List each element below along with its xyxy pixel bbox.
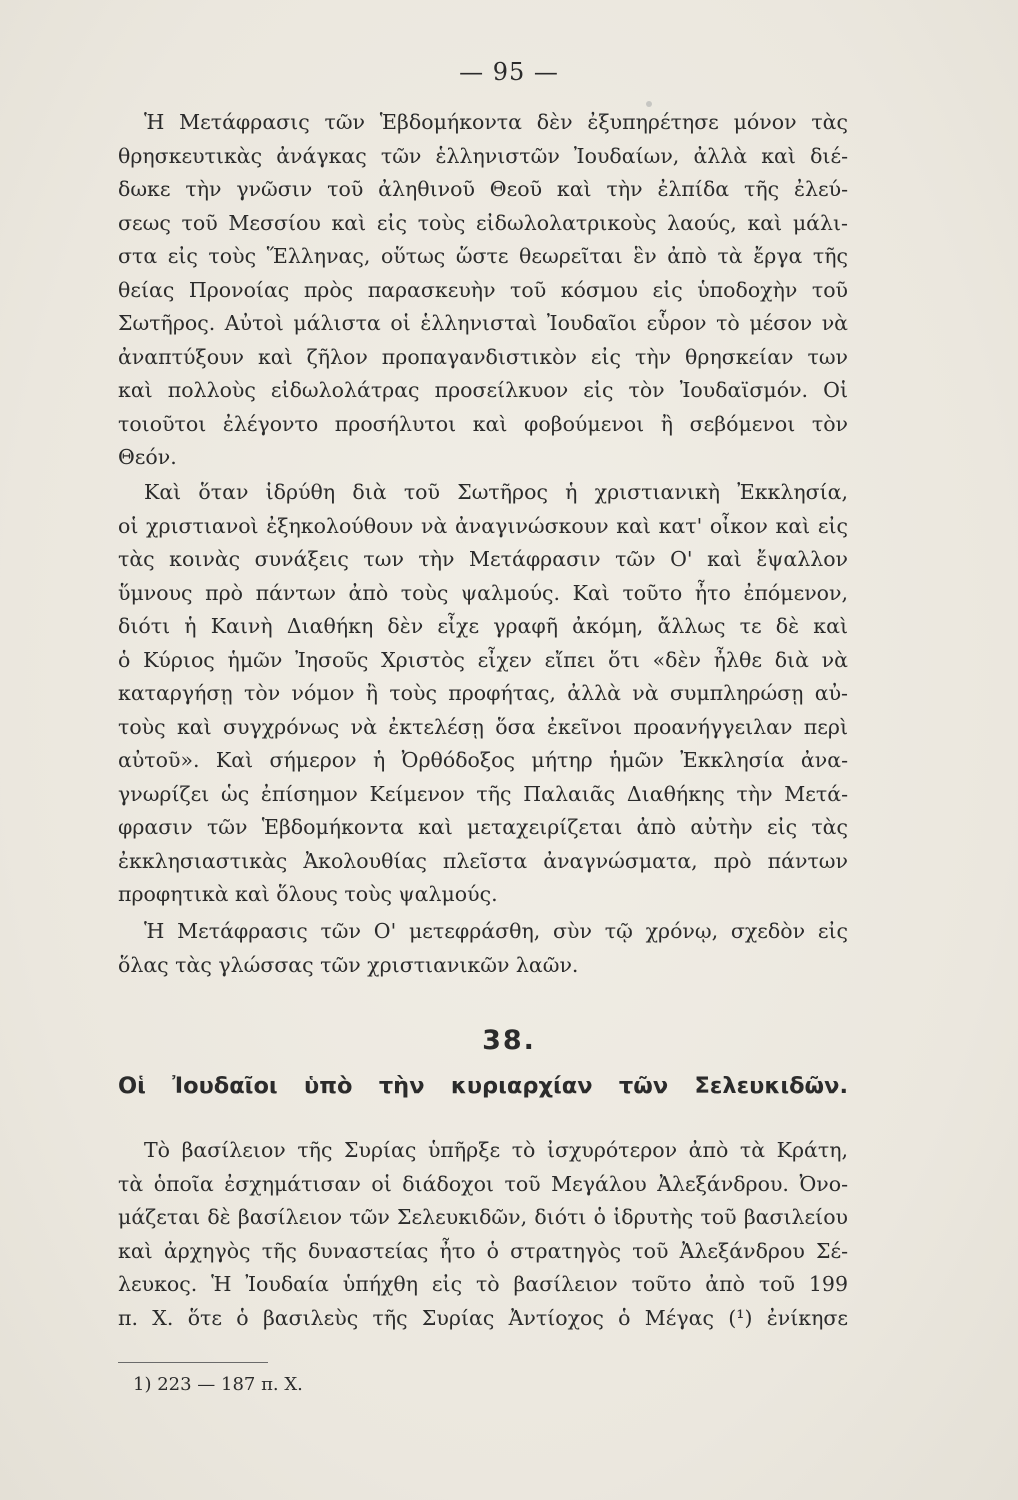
- text-line: τὰς κοινὰς συνάξεις των τὴν Μετάφρασιν τῶν Ο' καὶ ἔψαλλον: [118, 547, 848, 571]
- text-line: ἀναπτύξουν καὶ ζῆλον προπαγανδιστικὸν εἰς τὴν θρησκείαν των: [118, 344, 848, 369]
- section-title: Οἱ Ἰουδαῖοι ὑπὸ τὴν κυριαρχίαν τῶν Σελευκιδῶν.: [118, 1073, 848, 1099]
- text-line: προφητικὰ καὶ ὅλους τοὺς ψαλμούς.: [118, 882, 498, 906]
- text-line: μάζεται δὲ βασίλειον τῶν Σελευκιδῶν, διότι ὁ ἱδρυτὴς τοῦ βασιλείου: [118, 1205, 848, 1229]
- text-line: Σωτῆρος. Αὐτοὶ μάλιστα οἱ ἑλληνισταὶ Ἰουδαῖοι εὗρον τὸ μέσον νὰ: [118, 311, 848, 335]
- text-line: θρησκευτικὰς ἀνάγκας τῶν ἑλληνιστῶν Ἰουδαίων, ἀλλὰ καὶ διέ-: [118, 143, 848, 168]
- text-line: καταργήσῃ τὸν νόμον ἢ τοὺς προφήτας, ἀλλὰ νὰ συμπληρώσῃ αὐ-: [118, 681, 848, 705]
- text-line: τοιοῦτοι ἐλέγοντο προσήλυτοι καὶ φοβούμενοι ἢ σεβόμενοι τὸν: [118, 411, 848, 436]
- page-number: — 95 —: [459, 58, 559, 86]
- text-line: οἱ χριστιανοὶ ἐξηκολούθουν νὰ ἀναγινώσκουν καὶ κατ' οἶκον καὶ εἰς: [118, 513, 848, 538]
- footnote-divider: [118, 1362, 268, 1363]
- text-line: καὶ πολλοὺς εἰδωλολάτρας προσείλκυον εἰς τὸν Ἰουδαϊσμόν. Οἱ: [118, 378, 848, 402]
- paragraph-seleucid-kingdom: [118, 1134, 848, 1335]
- text-line: στα εἰς τοὺς Ἕλληνας, οὕτως ὥστε θεωρεῖται ἓν ἀπὸ τὰ ἔργα τῆς: [118, 244, 848, 268]
- text-line: π. Χ. ὅτε ὁ βασιλεὺς τῆς Συρίας Ἀντίοχος ὁ Μέγας (¹) ἐνίκησε: [118, 1305, 848, 1330]
- text-line: καὶ ἀρχηγὸς τῆς δυναστείας ἦτο ὁ στρατηγὸς τοῦ Ἀλεξάνδρου Σέ-: [118, 1238, 848, 1263]
- text-line: αὐτοῦ». Καὶ σήμερον ἡ Ὀρθόδοξος μήτηρ ἡμῶν Ἐκκλησία ἀνα-: [118, 748, 848, 772]
- text-line: λευκος. Ἡ Ἰουδαία ὑπήχθη εἰς τὸ βασίλειον τοῦτο ἀπὸ τοῦ 199: [118, 1272, 848, 1296]
- text-line: σεως τοῦ Μεσσίου καὶ εἰς τοὺς εἰδωλολατρικοὺς λαούς, καὶ μάλι-: [118, 210, 848, 235]
- text-line: ἐκκλησιαστικὰς Ἀκολουθίας πλεῖστα ἀναγνώσματα, πρὸ πάντων: [118, 848, 848, 873]
- text-line: Ἡ Μετάφρασις τῶν Ἑβδομήκοντα δὲν ἐξυπηρέτησε μόνον τὰς: [144, 110, 848, 134]
- footnote: 1) 223 — 187 π. Χ.: [133, 1374, 303, 1395]
- text-line: Τὸ βασίλειον τῆς Συρίας ὑπῆρξε τὸ ἰσχυρότερον ἀπὸ τὰ Κράτη,: [144, 1138, 848, 1162]
- text-line: τὰ ὁποῖα ἐσχημάτισαν οἱ διάδοχοι τοῦ Μεγάλου Ἀλεξάνδρου. Ὀνο-: [118, 1171, 848, 1196]
- paragraph-christian-church: [118, 476, 848, 912]
- text-line: ὁ Κύριος ἡμῶν Ἰησοῦς Χριστὸς εἶχεν εἴπει ὅτι «δὲν ἦλθε διὰ νὰ: [118, 647, 848, 672]
- text-line: Ἡ Μετάφρασις τῶν Ο' μετεφράσθη, σὺν τῷ χρόνῳ, σχεδὸν εἰς: [144, 919, 848, 943]
- text-line: φρασιν τῶν Ἑβδομήκοντα καὶ μεταχειρίζεται ἀπὸ αὐτὴν εἰς τὰς: [118, 815, 848, 839]
- text-line: τοὺς καὶ συγχρόνως νὰ ἐκτελέσῃ ὅσα ἐκεῖνοι προανήγγειλαν περὶ: [118, 714, 848, 739]
- paragraph-translations: [118, 915, 848, 982]
- text-line: ὅλας τὰς γλώσσας τῶν χριστιανικῶν λαῶν.: [118, 952, 579, 977]
- text-line: γνωρίζει ὡς ἐπίσημον Κείμενον τῆς Παλαιᾶς Διαθήκης τὴν Μετά-: [118, 781, 848, 806]
- text-line: ὕμνους πρὸ πάντων ἀπὸ τοὺς ψαλμούς. Καὶ τοῦτο ἦτο ἐπόμενον,: [118, 580, 848, 605]
- text-line: θείας Προνοίας πρὸς παρασκευὴν τοῦ κόσμου εἰς ὑποδοχὴν τοῦ: [118, 277, 848, 302]
- text-line: Καὶ ὅταν ἱδρύθη διὰ τοῦ Σωτῆρος ἡ χριστιανικὴ Ἐκκλησία,: [144, 480, 848, 504]
- text-line: δωκε τὴν γνῶσιν τοῦ ἀληθινοῦ Θεοῦ καὶ τὴν ἐλπίδα τῆς ἐλεύ-: [118, 177, 848, 201]
- paragraph-septuagint-influence: [118, 106, 848, 475]
- text-line: Θεόν.: [118, 445, 177, 469]
- text-line: διότι ἡ Καινὴ Διαθήκη δὲν εἶχε γραφῆ ἀκόμη, ἄλλως τε δὲ καὶ: [118, 614, 848, 638]
- section-number: 38.: [482, 1025, 536, 1056]
